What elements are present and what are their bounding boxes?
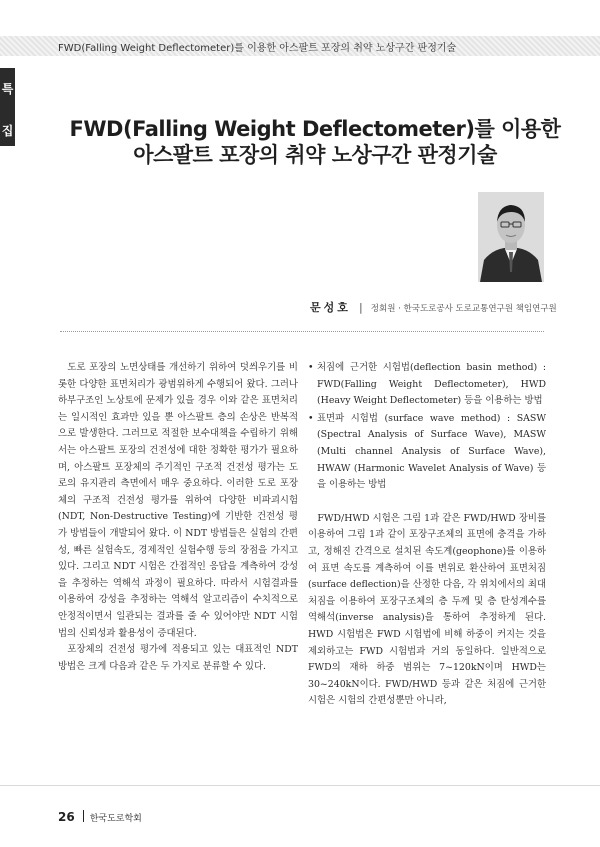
section-tab-char-1: 특 bbox=[1, 82, 14, 96]
method-list-item-surface-wave: • 표면파 시험법 (surface wave method) : SASW (Spectral Analysis of Surface Wave), MASW (Multi channel Analysis of Surface Wave), HWAW (Harmonic Wavelet Analysis of Wave) 등을 이용하는 방법 bbox=[308, 411, 546, 494]
article-title-line-1: FWD(Falling Weight Deflectometer)를 이용한 bbox=[69, 117, 561, 141]
section-divider bbox=[60, 331, 544, 332]
author-name: 문성호 bbox=[310, 301, 351, 314]
page-footer bbox=[58, 806, 142, 825]
body-paragraph-1: 도로 포장의 노면상태를 개선하기 위하여 덧씌우기를 비롯한 다양한 표면처리가 광범위하게 수행되어 왔다. 그러나 하부구조인 노상토에 문제가 있을 경우 이와 같은 표면처리는 일시적인 효과만 있을 뿐 아스팔트 층의 손상은 반복적으로 발생한다. 그러므로 적절한 보수대책을 수립하기 위해서는 아스팔트 포장의 건전성에 대한 정확한 평가가 필요하며, 아스팔트 포장체의 주기적인 구조적 건전성 평가는 도로의 유지관리 측면에서 매우 중요하다. 이러한 도로 포장체의 구조적 건전성 평가를 위하여 다양한 비파괴시험(NDT, Non-Destructive Testing)에 기반한 건전성 평가 방법들이 개발되어 왔다. 이 NDT 방법들은 실험의 간편성, 빠른 실험속도, 경제적인 실험수행 등의 장점을 가지고 있다. 그리고 NDT 시험은 간접적인 응답을 계측하여 강성을 추정하는 역해석 과정이 필요하다. 따라서 시험결과를 이용하여 강성을 추정하는 역해석 알고리즘이 수치적으로 안정적이면서 일관되는 결과를 줄 수 있어야만 NDT 시험법의 신뢰성과 활용성이 증대된다. bbox=[58, 362, 298, 639]
left-column bbox=[58, 360, 298, 675]
journal-name: 한국도로학회 bbox=[89, 814, 142, 824]
section-tab-char-2: 집 bbox=[1, 124, 14, 138]
body-paragraph-2: 포장체의 건전성 평가에 적용되고 있는 대표적인 NDT 방법은 크게 다음과 같은 두 가지로 분류할 수 있다. bbox=[58, 644, 298, 672]
article-title bbox=[30, 116, 600, 169]
body-paragraph-3: FWD/HWD 시험은 그림 1과 같은 FWD/HWD 장비를 이용하여 그림 1과 같이 포장구조체의 표면에 충격을 가하고, 정해진 간격으로 설치된 속도계(geophone)를 이용하여 표면 속도를 계측하여 이를 변위로 환산하여 표면처짐(surface deflection)을 산정한 다음, 각 위치에서의 최대 처짐을 이용하여 포장구조체의 층 두께 및 층 탄성계수를 역해석(inverse analysis)을 통하여 추정하게 된다. HWD 시험법은 FWD 시험법에 비해 하중이 커지는 것을 제외하고는 FWD 시험법과 거의 동일하다. 일반적으로 FWD의 재하 하중 범위는 7~120kN이며 HWD는 30~240kN이다. FWD/HWD 등과 같은 처짐에 근거한 시험은 시험의 간편성뿐만 아니라, bbox=[308, 512, 546, 707]
running-header: FWD(Falling Weight Deflectometer)를 이용한 아스팔트 포장의 취약 노상구간 판정기술 bbox=[58, 43, 457, 54]
footer-rule bbox=[0, 785, 600, 786]
footer-separator bbox=[83, 810, 84, 822]
article-title-line-2: 아스팔트 포장의 취약 노상구간 판정기술 bbox=[133, 143, 497, 168]
section-tab bbox=[0, 68, 15, 146]
method-list-item-deflection: • 처짐에 근거한 시험법(deflection basin method) : FWD(Falling Weight Deflectometer), HWD (Heavy Weight Deflectometer) 등을 이용하는 방법 bbox=[308, 360, 546, 410]
author-affiliation: 정회원 · 한국도로공사 도로교통연구원 책임연구원 bbox=[370, 304, 557, 314]
running-header-band bbox=[0, 36, 600, 56]
author-photo-image bbox=[478, 192, 544, 282]
right-column bbox=[308, 360, 546, 710]
author-separator: | bbox=[358, 301, 363, 314]
page-number: 26 bbox=[58, 810, 75, 824]
method-list bbox=[308, 360, 546, 494]
author-photo bbox=[478, 192, 544, 282]
author-byline bbox=[310, 296, 557, 315]
